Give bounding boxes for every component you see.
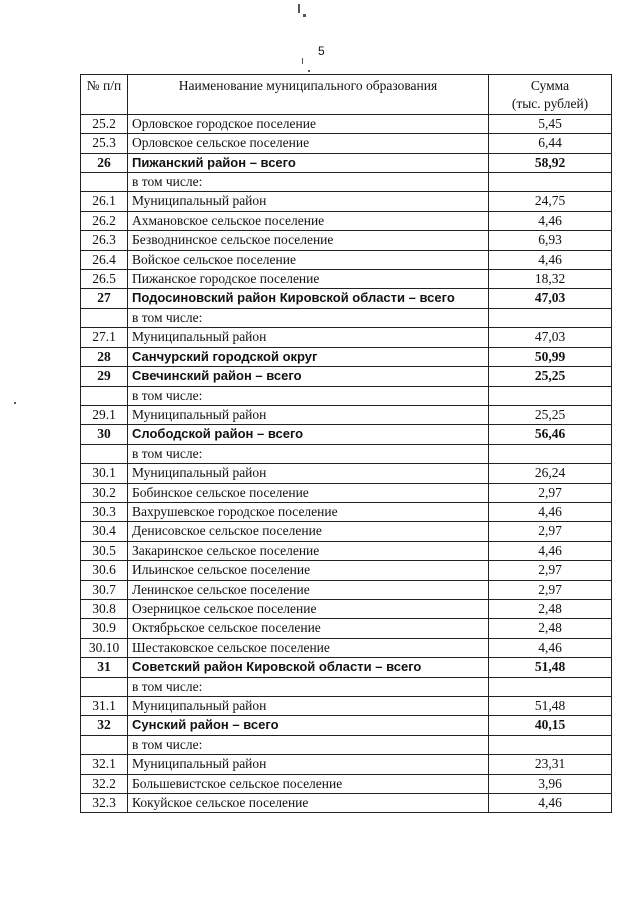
table-row xyxy=(81,794,612,813)
scan-speck xyxy=(303,14,306,17)
row-sum: 2,97 xyxy=(489,522,612,541)
row-sum: 4,46 xyxy=(489,638,612,657)
row-name: Бобинское сельское поселение xyxy=(128,483,489,502)
table-row xyxy=(81,483,612,502)
table-row xyxy=(81,328,612,347)
table-row xyxy=(81,405,612,424)
row-name: Вахрушевское городское поселение xyxy=(128,502,489,521)
table-row xyxy=(81,755,612,774)
table-row xyxy=(81,697,612,716)
row-number: 30.5 xyxy=(81,541,128,560)
row-number: 26.3 xyxy=(81,231,128,250)
row-sum xyxy=(489,735,612,754)
row-name: Октябрьское сельское поселение xyxy=(128,619,489,638)
row-sum: 25,25 xyxy=(489,405,612,424)
column-header-sum-title: Сумма xyxy=(530,78,570,93)
row-sum xyxy=(489,308,612,327)
row-sum xyxy=(489,173,612,192)
row-name: Безводнинское сельское поселение xyxy=(128,231,489,250)
row-number: 30.4 xyxy=(81,522,128,541)
row-number xyxy=(81,386,128,405)
row-sum: 4,46 xyxy=(489,211,612,230)
row-number xyxy=(81,444,128,463)
table-row xyxy=(81,638,612,657)
table-row xyxy=(81,774,612,793)
row-number: 26.5 xyxy=(81,270,128,289)
row-sum: 50,99 xyxy=(489,347,612,366)
row-sum: 51,48 xyxy=(489,658,612,677)
row-sum: 3,96 xyxy=(489,774,612,793)
row-sum: 4,46 xyxy=(489,541,612,560)
budget-allocation-table xyxy=(80,74,612,813)
table-row xyxy=(81,308,612,327)
table-row xyxy=(81,114,612,133)
row-sum: 2,97 xyxy=(489,561,612,580)
table-row xyxy=(81,211,612,230)
row-name: Санчурский городской округ xyxy=(128,347,489,366)
table-row xyxy=(81,677,612,696)
table-row xyxy=(81,464,612,483)
row-name: Советский район Кировской области – всего xyxy=(128,658,489,677)
row-sum: 47,03 xyxy=(489,289,612,308)
row-name: в том числе: xyxy=(128,444,489,463)
row-name: Ленинское сельское поселение xyxy=(128,580,489,599)
scan-speck xyxy=(14,402,16,404)
table-row xyxy=(81,192,612,211)
row-name: в том числе: xyxy=(128,386,489,405)
row-name: Шестаковское сельское поселение xyxy=(128,638,489,657)
row-number: 30.3 xyxy=(81,502,128,521)
row-name: Ахмановское сельское поселение xyxy=(128,211,489,230)
column-header-name: Наименование муниципального образования xyxy=(128,75,489,115)
row-number: 25.2 xyxy=(81,114,128,133)
row-name: Орловское городское поселение xyxy=(128,114,489,133)
table-row xyxy=(81,134,612,153)
table-header-row xyxy=(81,75,612,115)
row-sum xyxy=(489,386,612,405)
row-number: 30 xyxy=(81,425,128,444)
row-number: 26.2 xyxy=(81,211,128,230)
row-number: 25.3 xyxy=(81,134,128,153)
table-row xyxy=(81,386,612,405)
scan-speck xyxy=(298,4,300,13)
row-sum: 6,93 xyxy=(489,231,612,250)
row-name: в том числе: xyxy=(128,677,489,696)
row-sum xyxy=(489,677,612,696)
row-number: 30.9 xyxy=(81,619,128,638)
row-name: Свечинский район – всего xyxy=(128,367,489,386)
row-number: 26.1 xyxy=(81,192,128,211)
row-name: Муниципальный район xyxy=(128,192,489,211)
row-sum: 51,48 xyxy=(489,697,612,716)
row-name: Подосиновский район Кировской области – всего xyxy=(128,289,489,308)
row-number: 29 xyxy=(81,367,128,386)
row-number: 31 xyxy=(81,658,128,677)
row-number: 30.6 xyxy=(81,561,128,580)
row-number xyxy=(81,173,128,192)
scan-speck xyxy=(308,70,310,72)
row-name: Пижанский район – всего xyxy=(128,153,489,172)
row-name: Муниципальный район xyxy=(128,405,489,424)
row-sum xyxy=(489,444,612,463)
table-row-total xyxy=(81,658,612,677)
scan-speck xyxy=(302,58,303,64)
row-sum: 2,48 xyxy=(489,619,612,638)
row-sum: 24,75 xyxy=(489,192,612,211)
row-name: в том числе: xyxy=(128,735,489,754)
table-row-total xyxy=(81,367,612,386)
row-sum: 58,92 xyxy=(489,153,612,172)
row-name: Войское сельское поселение xyxy=(128,250,489,269)
row-number: 30.8 xyxy=(81,599,128,618)
row-sum: 18,32 xyxy=(489,270,612,289)
row-name: Ильинское сельское поселение xyxy=(128,561,489,580)
row-number xyxy=(81,308,128,327)
row-name: в том числе: xyxy=(128,173,489,192)
table-row xyxy=(81,173,612,192)
page-number: 5 xyxy=(318,44,325,58)
table-row xyxy=(81,735,612,754)
row-sum: 26,24 xyxy=(489,464,612,483)
table-body xyxy=(81,114,612,813)
table-row xyxy=(81,522,612,541)
row-number: 32 xyxy=(81,716,128,735)
row-name: Сунский район – всего xyxy=(128,716,489,735)
column-header-sum xyxy=(489,75,612,115)
table-row xyxy=(81,270,612,289)
row-number: 29.1 xyxy=(81,405,128,424)
row-number: 32.1 xyxy=(81,755,128,774)
row-number xyxy=(81,735,128,754)
table-row-total xyxy=(81,347,612,366)
table-row-total xyxy=(81,716,612,735)
row-sum: 4,46 xyxy=(489,250,612,269)
row-name: Муниципальный район xyxy=(128,328,489,347)
row-number: 30.7 xyxy=(81,580,128,599)
row-sum: 25,25 xyxy=(489,367,612,386)
row-number: 30.1 xyxy=(81,464,128,483)
row-name: Слободской район – всего xyxy=(128,425,489,444)
table-row xyxy=(81,444,612,463)
table-row xyxy=(81,599,612,618)
row-sum: 2,97 xyxy=(489,483,612,502)
table-row-total xyxy=(81,289,612,308)
row-name: Муниципальный район xyxy=(128,755,489,774)
row-name: в том числе: xyxy=(128,308,489,327)
row-number xyxy=(81,677,128,696)
column-header-sum-unit: (тыс. рублей) xyxy=(511,96,589,112)
row-name: Муниципальный район xyxy=(128,697,489,716)
row-name: Орловское сельское поселение xyxy=(128,134,489,153)
row-name: Пижанское городское поселение xyxy=(128,270,489,289)
row-number: 27 xyxy=(81,289,128,308)
row-sum: 23,31 xyxy=(489,755,612,774)
table-row xyxy=(81,250,612,269)
row-name: Закаринское сельское поселение xyxy=(128,541,489,560)
row-number: 26 xyxy=(81,153,128,172)
row-number: 30.10 xyxy=(81,638,128,657)
row-name: Кокуйское сельское поселение xyxy=(128,794,489,813)
row-number: 30.2 xyxy=(81,483,128,502)
table-row xyxy=(81,619,612,638)
row-name: Озерницкое сельское поселение xyxy=(128,599,489,618)
row-sum: 2,97 xyxy=(489,580,612,599)
column-header-number: № п/п xyxy=(81,75,128,115)
row-number: 28 xyxy=(81,347,128,366)
table-row xyxy=(81,561,612,580)
row-number: 32.2 xyxy=(81,774,128,793)
row-name: Денисовское сельское поселение xyxy=(128,522,489,541)
row-sum: 6,44 xyxy=(489,134,612,153)
table-row xyxy=(81,502,612,521)
row-sum: 2,48 xyxy=(489,599,612,618)
table-row xyxy=(81,541,612,560)
table-row xyxy=(81,231,612,250)
row-sum: 4,46 xyxy=(489,502,612,521)
table-row-total xyxy=(81,153,612,172)
table-row xyxy=(81,580,612,599)
row-number: 31.1 xyxy=(81,697,128,716)
row-number: 26.4 xyxy=(81,250,128,269)
row-name: Большевистское сельское поселение xyxy=(128,774,489,793)
row-sum: 5,45 xyxy=(489,114,612,133)
table-row-total xyxy=(81,425,612,444)
row-sum: 40,15 xyxy=(489,716,612,735)
row-number: 27.1 xyxy=(81,328,128,347)
row-sum: 56,46 xyxy=(489,425,612,444)
row-sum: 4,46 xyxy=(489,794,612,813)
row-sum: 47,03 xyxy=(489,328,612,347)
row-number: 32.3 xyxy=(81,794,128,813)
row-name: Муниципальный район xyxy=(128,464,489,483)
